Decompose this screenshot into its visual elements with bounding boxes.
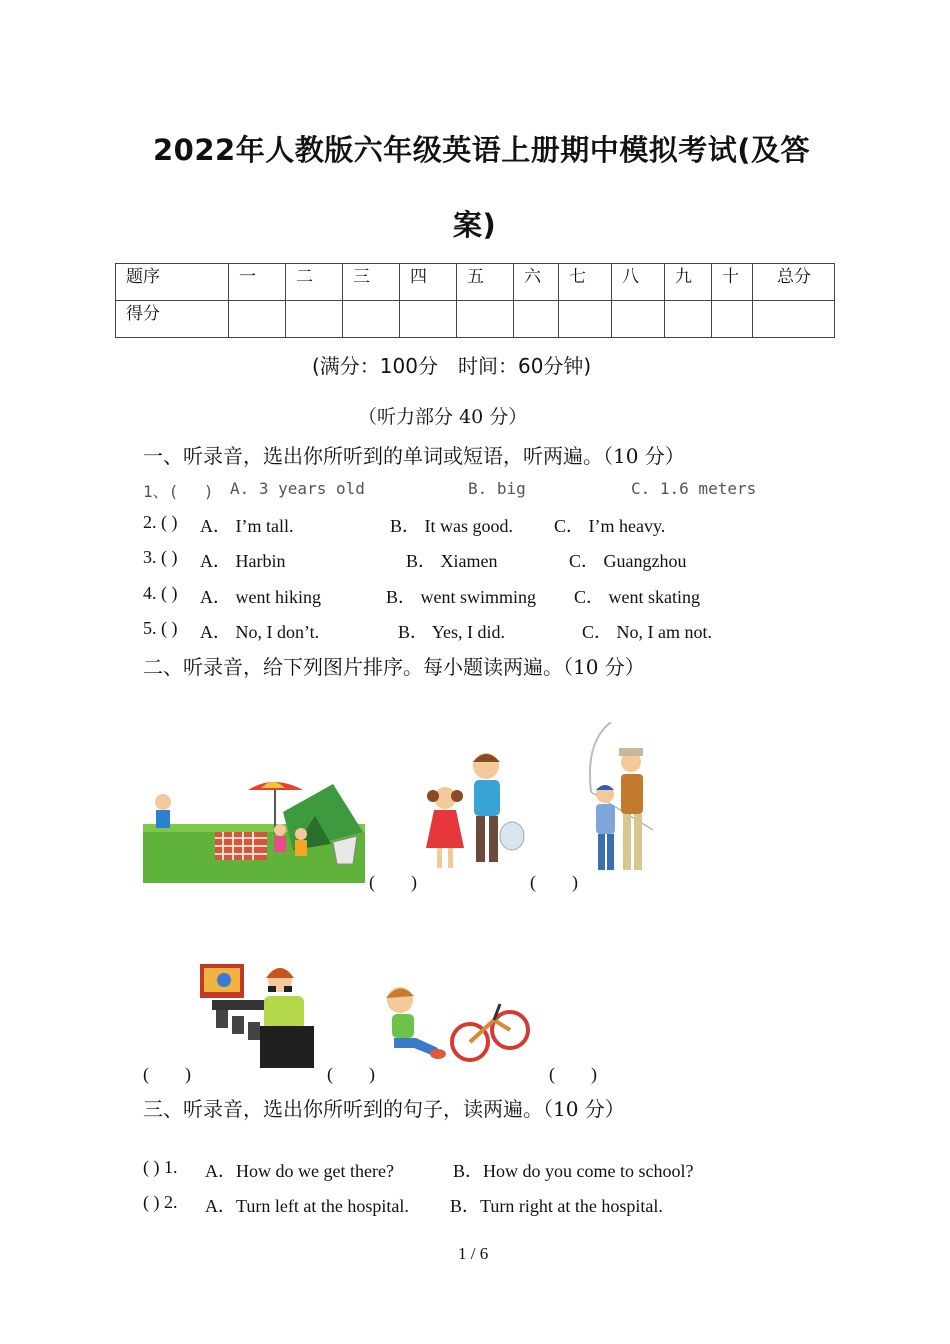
score-blank — [753, 301, 835, 338]
score-cell: 五 — [457, 264, 514, 301]
fallen-bike-picture — [378, 980, 548, 1072]
s1-q4-num: 4. ( ) — [143, 583, 178, 603]
full-score-note: (满分：100分 时间：60分钟) — [312, 354, 592, 378]
s1-q5-option-a: A． No, I don’t. — [200, 622, 320, 642]
s1-q1-option-a: A. 3 years old — [230, 479, 365, 498]
s1-q5-num: 5. ( ) — [143, 618, 178, 638]
s1-q3-option-c: C． Guangzhou — [569, 551, 687, 571]
score-blank — [514, 301, 559, 338]
s1-q2-option-a: A． I’m tall. — [200, 516, 294, 536]
s3-q2-option-b: B．Turn right at the hospital. — [450, 1196, 663, 1216]
score-cell: 十 — [712, 264, 753, 301]
s2-blank-2[interactable]: ( ) — [530, 872, 578, 892]
score-blank — [229, 301, 286, 338]
score-table-header-row — [116, 264, 835, 301]
s3-q1-num: ( ) 1. — [143, 1157, 178, 1177]
doc-title-line1: 2022年人教版六年级英语上册期中模拟考试(及答 — [153, 133, 810, 167]
s1-q1-option-b: B. big — [468, 479, 526, 498]
s1-q1-num: 1、( ) — [143, 482, 214, 501]
s1-q4-option-c: C． went skating — [574, 587, 700, 607]
s3-q2-option-a: A．Turn left at the hospital. — [205, 1196, 409, 1216]
s2-blank-4[interactable]: ( ) — [327, 1064, 375, 1084]
score-blank — [343, 301, 400, 338]
picnic-picture — [143, 772, 365, 883]
score-cell: 六 — [514, 264, 559, 301]
score-blank — [612, 301, 665, 338]
score-cell: 二 — [286, 264, 343, 301]
s3-q2-num: ( ) 2. — [143, 1192, 178, 1212]
s1-q2-num: 2. ( ) — [143, 512, 178, 532]
score-blank — [457, 301, 514, 338]
section3-heading: 三、听录音，选出你所听到的句子，读两遍。（10 分） — [143, 1097, 625, 1121]
score-cell: 七 — [559, 264, 612, 301]
score-row-label: 得分 — [116, 301, 229, 338]
score-table — [115, 263, 835, 338]
score-blank — [712, 301, 753, 338]
s1-q5-option-b: B． Yes, I did. — [398, 622, 506, 642]
s3-q1-option-a: A．How do we get there? — [205, 1161, 394, 1181]
score-cell: 一 — [229, 264, 286, 301]
score-cell: 题序 — [116, 264, 229, 301]
s2-blank-1[interactable]: ( ) — [369, 872, 417, 892]
cinema-picture — [198, 960, 320, 1072]
score-blank — [286, 301, 343, 338]
s1-q2-option-c: C． I’m heavy. — [554, 516, 666, 536]
s1-q5-option-c: C． No, I am not. — [582, 622, 712, 642]
score-cell: 八 — [612, 264, 665, 301]
fishing-picture — [583, 722, 663, 880]
s2-blank-5[interactable]: ( ) — [549, 1064, 597, 1084]
section1-heading: 一、听录音，选出你所听到的单词或短语，听两遍。（10 分） — [143, 444, 685, 468]
score-cell: 九 — [665, 264, 712, 301]
s3-q1-option-b: B．How do you come to school? — [453, 1161, 694, 1181]
listening-part-label: （听力部分 40 分） — [358, 406, 528, 428]
s1-q4-option-b: B． went swimming — [386, 587, 537, 607]
s1-q3-option-a: A． Harbin — [200, 551, 286, 571]
s1-q4-option-a: A． went hiking — [200, 587, 321, 607]
s1-q3-option-b: B． Xiamen — [406, 551, 498, 571]
page-number: 1 / 6 — [458, 1244, 489, 1263]
s1-q2-option-b: B． It was good. — [390, 516, 513, 536]
doc-title-line2: 案) — [453, 208, 497, 242]
score-cell: 总分 — [753, 264, 835, 301]
section2-heading: 二、听录音，给下列图片排序。每小题读两遍。（10 分） — [143, 655, 645, 679]
score-blank — [400, 301, 457, 338]
score-table-score-row — [116, 301, 835, 338]
s1-q1-option-c: C. 1.6 meters — [631, 479, 757, 498]
s2-blank-3[interactable]: ( ) — [143, 1064, 191, 1084]
score-blank — [665, 301, 712, 338]
family-walking-picture — [420, 748, 530, 880]
score-blank — [559, 301, 612, 338]
score-cell: 四 — [400, 264, 457, 301]
s1-q3-num: 3. ( ) — [143, 547, 178, 567]
score-cell: 三 — [343, 264, 400, 301]
